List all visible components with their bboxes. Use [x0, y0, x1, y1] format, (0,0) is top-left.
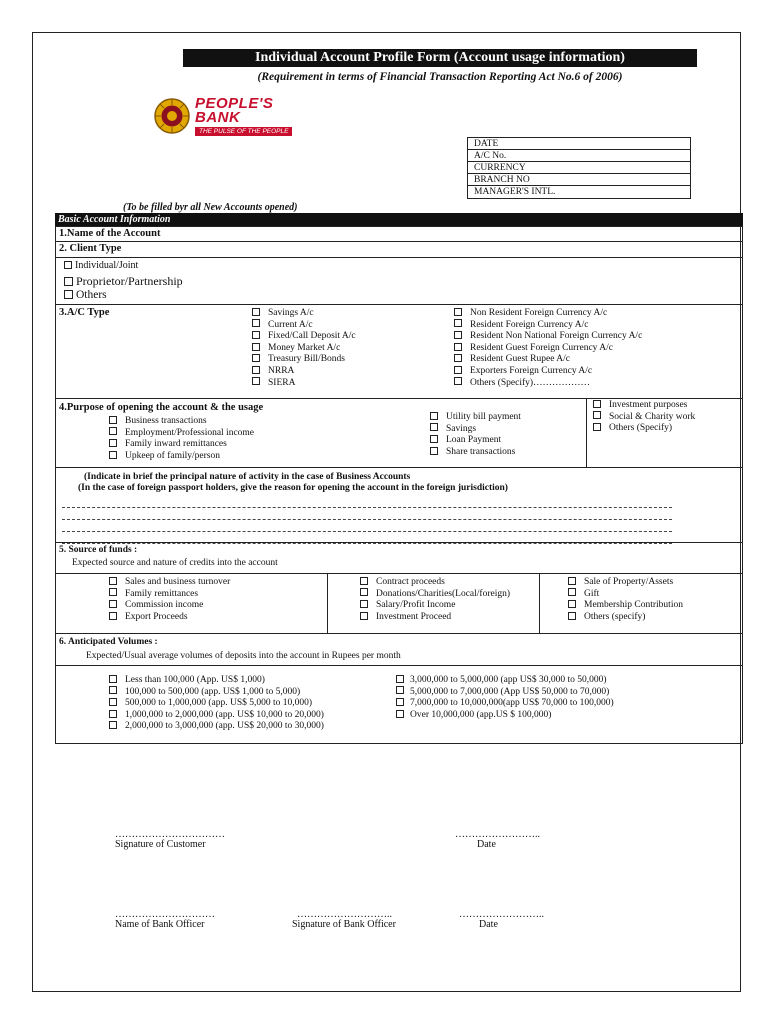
volumes-label: 6. Anticipated Volumes :	[59, 637, 158, 647]
checkbox[interactable]	[109, 427, 117, 435]
list-item[interactable]: Business transactions	[109, 416, 254, 428]
checkbox[interactable]	[252, 308, 260, 316]
account-name-label: 1.Name of the Account	[59, 228, 161, 239]
checkbox[interactable]	[109, 588, 117, 596]
checkbox[interactable]	[252, 366, 260, 374]
checkbox[interactable]	[109, 675, 117, 683]
volumes-sub: Expected/Usual average volumes of deposits into the account in Rupees per month	[86, 651, 401, 661]
checkbox[interactable]	[593, 411, 601, 419]
list-item[interactable]: Sales and business turnover	[109, 577, 230, 589]
checkbox[interactable]	[252, 354, 260, 362]
form-title: Individual Account Profile Form (Account usage information)	[183, 49, 697, 67]
checkbox[interactable]	[64, 290, 73, 299]
list-item[interactable]: 5,000,000 to 7,000,000 (App US$ 50,000 to 70,000)	[396, 687, 614, 699]
logo-line1: PEOPLE'S	[195, 95, 274, 112]
list-item[interactable]: Resident Non National Foreign Currency A/c	[454, 331, 642, 343]
list-item[interactable]: Loan Payment	[430, 435, 521, 447]
dotted-line[interactable]	[62, 496, 672, 508]
list-item[interactable]: Upkeep of family/person	[109, 451, 254, 463]
list-item[interactable]: Investment purposes	[593, 400, 695, 412]
divider	[539, 574, 540, 633]
officer-date-field[interactable]: ……………………..	[459, 909, 544, 920]
checkbox[interactable]	[430, 412, 438, 420]
checkbox[interactable]	[252, 331, 260, 339]
checkbox[interactable]	[252, 343, 260, 351]
checkbox[interactable]	[430, 423, 438, 431]
info-manager-intl[interactable]: MANAGER'S INTL.	[474, 187, 556, 197]
purpose-list-1	[109, 416, 254, 462]
checkbox[interactable]	[593, 400, 601, 408]
basic-info-heading: Basic Account Information	[55, 213, 743, 226]
checkbox[interactable]	[109, 721, 117, 729]
indicate-line1: (Indicate in brief the principal nature of activity in the case of Business Accounts	[84, 472, 411, 482]
volumes-header	[55, 634, 743, 666]
checkbox[interactable]	[360, 612, 368, 620]
dotted-line[interactable]	[62, 520, 672, 532]
checkbox[interactable]	[396, 710, 404, 718]
bank-logo	[153, 95, 333, 139]
purpose-list-2	[430, 412, 521, 458]
list-item[interactable]: Money Market A/c	[252, 343, 356, 355]
volumes-options	[55, 666, 743, 744]
checkbox[interactable]	[454, 377, 462, 385]
list-item[interactable]: Savings A/c	[252, 308, 356, 320]
fill-note: (To be filled byr all New Accounts opened)	[123, 202, 298, 213]
list-item[interactable]: Resident Guest Rupee A/c	[454, 354, 642, 366]
officer-name-label: Name of Bank Officer	[115, 919, 205, 930]
checkbox[interactable]	[252, 377, 260, 385]
list-item[interactable]: Gift	[568, 589, 683, 601]
source-options	[55, 574, 743, 634]
officer-date-label: Date	[479, 919, 498, 930]
list-item[interactable]: Export Proceeds	[109, 612, 230, 624]
officer-signature-field[interactable]: ………………………..	[297, 909, 392, 920]
account-name-row[interactable]	[55, 226, 743, 242]
list-item[interactable]: Savings	[430, 424, 521, 436]
list-item[interactable]: Fixed/Call Deposit A/c	[252, 331, 356, 343]
activity-lines[interactable]	[62, 496, 672, 544]
volumes-list-2	[396, 675, 614, 721]
checkbox[interactable]	[360, 577, 368, 585]
purpose-list-3	[593, 400, 695, 435]
divider	[586, 399, 587, 467]
list-item[interactable]: SIERA	[252, 378, 356, 390]
volumes-list-1	[109, 675, 324, 733]
checkbox[interactable]	[109, 416, 117, 424]
list-item[interactable]: Over 10,000,000 (app.US $ 100,000)	[396, 710, 614, 722]
checkbox[interactable]	[593, 423, 601, 431]
source-header	[55, 543, 743, 574]
checkbox[interactable]	[454, 366, 462, 374]
list-item[interactable]: 3,000,000 to 5,000,000 (app US$ 30,000 to 50,000)	[396, 675, 614, 687]
checkbox[interactable]	[109, 710, 117, 718]
logo-tagline: THE PULSE OF THE PEOPLE	[195, 127, 292, 136]
list-item[interactable]: 500,000 to 1,000,000 (app. US$ 5,000 to 10,000)	[109, 698, 324, 710]
source-list-1	[109, 577, 230, 623]
checkbox[interactable]	[430, 435, 438, 443]
form-subtitle: (Requirement in terms of Financial Transaction Reporting Act No.6 of 2006)	[257, 71, 623, 83]
checkbox[interactable]	[454, 331, 462, 339]
info-ac-no[interactable]: A/C No.	[468, 150, 690, 162]
list-item[interactable]: Non Resident Foreign Currency A/c	[454, 308, 642, 320]
list-item[interactable]: Treasury Bill/Bonds	[252, 354, 356, 366]
list-item[interactable]: 2,000,000 to 3,000,000 (app. US$ 20,000 to 30,000)	[109, 721, 324, 733]
list-item[interactable]: 7,000,000 to 10,000,000(app US$ 70,000 to 100,000)	[396, 698, 614, 710]
divider	[327, 574, 328, 633]
checkbox[interactable]	[454, 354, 462, 362]
info-currency[interactable]: CURRENCY	[468, 162, 690, 174]
purpose-section	[55, 399, 743, 468]
checkbox[interactable]	[430, 447, 438, 455]
checkbox[interactable]	[396, 686, 404, 694]
list-item[interactable]: Sale of Property/Assets	[568, 577, 683, 589]
checkbox[interactable]	[454, 319, 462, 327]
info-date[interactable]: DATE	[468, 138, 690, 150]
client-type-row	[55, 242, 743, 258]
list-item[interactable]: Others (Specify)	[593, 423, 695, 435]
list-item[interactable]: Membership Contribution	[568, 600, 683, 612]
checkbox[interactable]	[109, 698, 117, 706]
list-item[interactable]: Commission income	[109, 600, 230, 612]
checkbox[interactable]	[396, 675, 404, 683]
indicate-line2: (In the case of foreign passport holders, give the reason for opening the account in the foreign jurisdiction)	[78, 483, 508, 493]
ac-type-list-2	[454, 308, 642, 389]
list-item[interactable]: Exporters Foreign Currency A/c	[454, 366, 642, 378]
checkbox[interactable]	[568, 600, 576, 608]
checkbox[interactable]	[64, 261, 72, 269]
activity-description-section	[55, 468, 743, 543]
list-item[interactable]: Current A/c	[252, 320, 356, 332]
checkbox[interactable]	[360, 600, 368, 608]
ac-type-label: 3.A/C Type	[59, 307, 110, 318]
list-item[interactable]: 100,000 to 500,000 (app. US$ 1,000 to 5,000)	[109, 687, 324, 699]
list-item[interactable]: Less than 100,000 (App. US$ 1,000)	[109, 675, 324, 687]
bank-emblem-icon	[153, 97, 191, 135]
checkbox[interactable]	[64, 277, 73, 286]
checkbox[interactable]	[454, 308, 462, 316]
source-list-3	[568, 577, 683, 623]
source-label: 5. Source of funds :	[59, 545, 138, 555]
client-type-options	[55, 258, 743, 305]
customer-signature-label: Signature of Customer	[115, 839, 206, 850]
checkbox[interactable]	[360, 588, 368, 596]
checkbox[interactable]	[109, 612, 117, 620]
checkbox[interactable]	[109, 451, 117, 459]
checkbox[interactable]	[454, 343, 462, 351]
checkbox[interactable]	[109, 600, 117, 608]
officer-signature-label: Signature of Bank Officer	[292, 919, 396, 930]
list-item[interactable]: Contract proceeds	[360, 577, 510, 589]
list-item[interactable]: Donations/Charities(Local/foreign)	[360, 589, 510, 601]
customer-signature-field[interactable]: ……………………………	[115, 829, 225, 840]
list-item[interactable]: Resident Guest Foreign Currency A/c	[454, 343, 642, 355]
form-page	[32, 32, 741, 992]
list-item[interactable]: Resident Foreign Currency A/c	[454, 320, 642, 332]
checkbox[interactable]	[109, 577, 117, 585]
list-item[interactable]: Employment/Professional income	[109, 428, 254, 440]
checkbox[interactable]	[568, 612, 576, 620]
checkbox[interactable]	[396, 698, 404, 706]
checkbox[interactable]	[568, 577, 576, 585]
checkbox[interactable]	[109, 686, 117, 694]
list-item[interactable]: Share transactions	[430, 447, 521, 459]
list-item[interactable]: Social & Charity work	[593, 412, 695, 424]
list-item[interactable]: NRRA	[252, 366, 356, 378]
info-branch-no[interactable]: BRANCH NO	[468, 174, 690, 186]
customer-date-field[interactable]: ……………………..	[455, 829, 540, 840]
dotted-line[interactable]	[62, 508, 672, 520]
list-item[interactable]: Others (Specify)………………	[454, 378, 642, 390]
ac-type-section	[55, 305, 743, 399]
list-item[interactable]: Family remittances	[109, 589, 230, 601]
list-item[interactable]: Others (specify)	[568, 612, 683, 624]
list-item[interactable]: Family inward remittances	[109, 439, 254, 451]
ac-type-list-1	[252, 308, 356, 389]
checkbox[interactable]	[109, 439, 117, 447]
logo-line2: BANK	[195, 109, 241, 126]
checkbox[interactable]	[568, 588, 576, 596]
list-item[interactable]: Utility bill payment	[430, 412, 521, 424]
client-type-label: 2. Client Type	[59, 243, 122, 254]
office-use-box	[467, 137, 691, 199]
customer-date-label: Date	[477, 839, 496, 850]
list-item[interactable]: Salary/Profit Income	[360, 600, 510, 612]
list-item[interactable]: Investment Proceed	[360, 612, 510, 624]
client-individual[interactable]: Individual/Joint	[64, 260, 138, 272]
checkbox[interactable]	[252, 319, 260, 327]
purpose-label: 4.Purpose of opening the account & the usage	[59, 402, 264, 413]
client-others[interactable]: Others	[64, 289, 107, 301]
source-sub: Expected source and nature of credits into the account	[72, 558, 278, 568]
source-list-2	[360, 577, 510, 623]
officer-name-field[interactable]: …………………………	[115, 909, 215, 920]
client-proprietor[interactable]: Proprietor/Partnership	[64, 274, 183, 289]
list-item[interactable]: 1,000,000 to 2,000,000 (app. US$ 10,000 to 20,000)	[109, 710, 324, 722]
